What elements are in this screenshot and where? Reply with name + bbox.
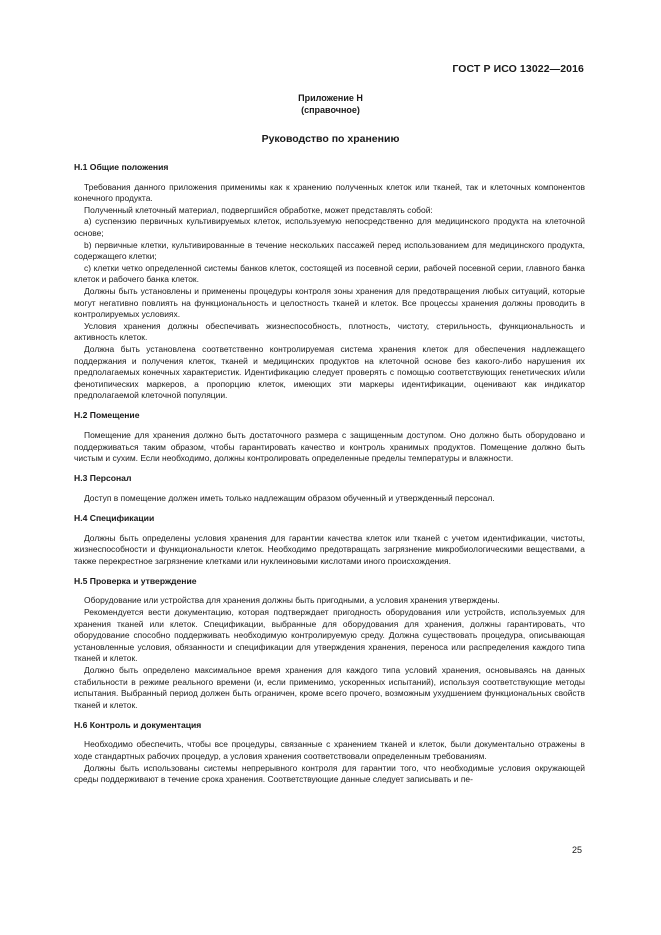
appendix-header	[0, 93, 661, 116]
paragraph: Полученный клеточный материал, подвергшийся обработке, может представлять собой:	[84, 204, 433, 215]
section-heading: Н.4 Спецификации	[74, 512, 155, 523]
paragraph: Рекомендуется вести документацию, которая подтверждает пригодность оборудования или устройств, используемых для хранения тканей или клеток. Спецификации, выбранные для оборудования для хранения, должны гарантировать, что оборудование способно поддерживать необходимую контролируемую среду. Должна существовать процедура, описывающая установленные условия, обязанности и спецификации для утверждения хранения, переноса или распределения каждого типа тканей и клеток.	[74, 607, 585, 664]
list-item: a) суспензию первичных культивируемых клеток, используемую непосредственно для медицинского продукта на клеточной основе;	[74, 216, 585, 238]
paragraph: Должно быть определено максимальное время хранения для каждого типа условий хранения, основываясь на данных стабильности в режиме реального времени (и, если применимо, ускоренных испытаний), используя соответствующие методы испытания. Выбранный период должен быть ограничен, кроме всего прочего, возможным ухудшением функциональных свойств тканей и клеток.	[74, 664, 585, 710]
paragraph: Должны быть установлены и применены процедуры контроля зоны хранения для предотвращения любых ситуаций, которые могут негативно повлиять на функциональность и целостность тканей и клеток. Все процессы хранения должны проводить в контролируемых условиях.	[74, 285, 585, 320]
appendix-note: (справочное)	[301, 104, 360, 115]
document-id: ГОСТ Р ИСО 13022—2016	[452, 63, 584, 75]
paragraph: Необходимо обеспечить, чтобы все процедуры, связанные с хранением тканей и клеток, были документально отражены в ходе стандартных рабочих процедур, а условия хранения соответствовали определенным требованиям.	[74, 739, 585, 762]
section-personnel	[74, 473, 585, 504]
section-heading: Н.5 Проверка и утверждение	[74, 575, 197, 586]
document-body	[74, 162, 585, 794]
appendix-title: Приложение Н	[298, 93, 363, 103]
paragraph: Должны быть использованы системы непрерывного контроля для гарантии того, что необходимые условия окружающей среды поддерживают в течение срока хранения. Соответствующие данные следует записывать и пе-	[74, 762, 585, 785]
list-item: b) первичные клетки, культивированные в течение нескольких пассажей перед использованием для медицинского продукта, содержащего клетки;	[74, 239, 585, 262]
section-heading: Н.1 Общие положения	[74, 162, 169, 172]
section-heading: Н.3 Персонал	[74, 473, 132, 484]
paragraph: Условия хранения должны обеспечивать жизнеспособность, плотность, чистоту, стерильность, функциональность и активность клеток.	[74, 320, 585, 343]
section-premises	[74, 410, 585, 464]
paragraph: Должны быть определены условия хранения для гарантии качества клеток или тканей с учетом идентификации, чистоты, жизнеспособности и функциональности клеток. Необходимо предотвращать загрязнение микробиологическими веществами, а также перекрестное загрязнение клетками или нуклеиновыми кислотами иного происхождения.	[74, 532, 585, 566]
list-item: c) клетки четко определенной системы банков клеток, состоящей из посевной серии, рабочей посевной серии, главного банка клеток и рабочего банка клеток.	[74, 262, 585, 285]
section-general	[74, 162, 585, 402]
paragraph: Помещение для хранения должно быть достаточного размера с защищенным доступом. Оно должно быть оборудовано и поддерживаться таким образом, чтобы гарантировать качество и контроль хранимых продуктов. Помещение должно быть чистым и сухим. Если необходимо, должны контролировать определенные пределы температуры и влажности.	[74, 429, 585, 464]
page-title: Руководство по хранению	[261, 133, 400, 145]
page-number: 25	[571, 845, 582, 855]
paragraph: Доступ в помещение должен иметь только надлежащим образом обученный и утвержденный персонал.	[84, 492, 495, 503]
section-specifications	[74, 513, 585, 567]
section-control	[74, 720, 585, 786]
paragraph: Должна быть установлена соответственно контролируемая система хранения клеток для обеспечения надлежащего поддержания и получения клеток, тканей и медицинских продуктов на клеточной основе без какого-либо нарушения их предполагаемых конечных характеристик. Идентификацию следует проверять с помощью соответствующих генетических и/или фенотипических маркеров, а пропорцию клеток, имеющих эти маркеры идентификации, оценивают как индикатор предполагаемой клеточной популяции.	[74, 343, 585, 401]
paragraph: Оборудование или устройства для хранения должны быть пригодными, а условия хранения утверждены.	[84, 595, 500, 606]
section-heading: Н.6 Контроль и документация	[74, 719, 202, 730]
section-verification	[74, 576, 585, 712]
paragraph: Требования данного приложения применимы как к хранению полученных клеток или тканей, так и клеточных компонентов конечного продукта.	[74, 181, 585, 204]
section-heading: Н.2 Помещение	[74, 410, 140, 421]
